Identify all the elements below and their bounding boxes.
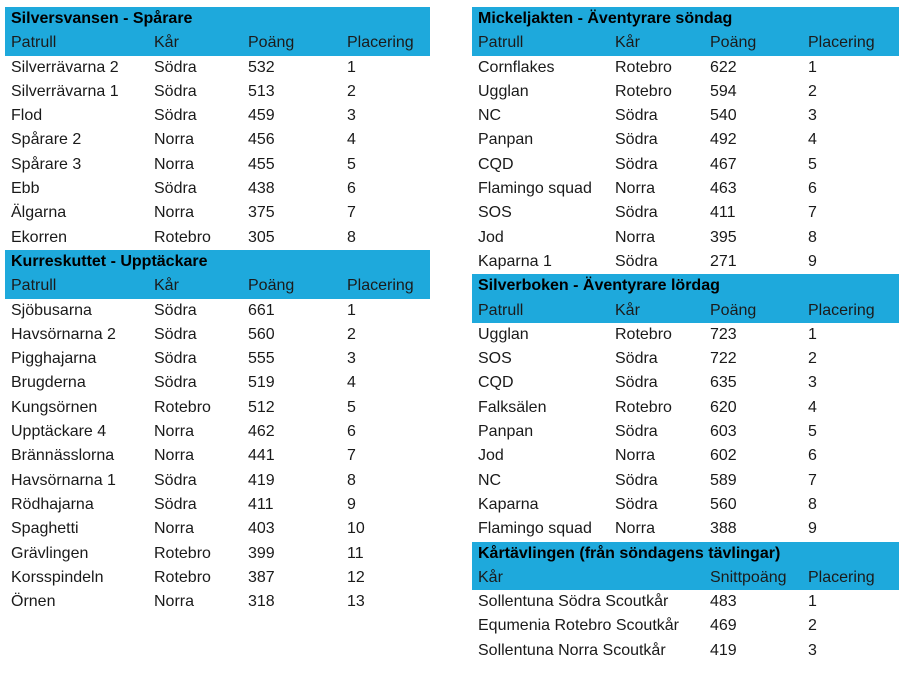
table-row [5, 542, 430, 566]
table-cell: Södra [615, 471, 658, 489]
table-cell: 492 [710, 131, 737, 149]
table-cell: Spårare 2 [11, 131, 82, 149]
table-cell: 483 [710, 593, 737, 611]
table-cell: Norra [154, 423, 195, 441]
table-cell: 7 [347, 204, 356, 222]
column-header: Poäng [710, 34, 757, 52]
table-cell: 455 [248, 155, 275, 173]
table-cell: Södra [615, 155, 658, 173]
table-cell: CQD [478, 374, 514, 392]
table-cell: 512 [248, 398, 275, 416]
table-cell: Spårare 3 [11, 155, 82, 173]
table-mickeljakten [472, 7, 899, 274]
table-cell: 603 [710, 423, 737, 441]
table-cell: 2 [347, 82, 356, 100]
table-row [472, 153, 899, 177]
table-cell: Pigghajarna [11, 350, 97, 368]
table-row [472, 250, 899, 274]
column-header: Kår [154, 34, 179, 52]
table-cell: Havsörnarna 1 [11, 471, 116, 489]
table-row [472, 590, 899, 614]
table-cell: Flamingo squad [478, 520, 592, 538]
table-cell: Södra [154, 58, 197, 76]
table-row [5, 177, 430, 201]
table-header-row [5, 274, 430, 298]
table-kurreskuttet [5, 250, 430, 614]
table-cell: Panpan [478, 423, 534, 441]
table-cell: Ugglan [478, 82, 529, 100]
table-row [472, 444, 899, 468]
table-cell: 5 [347, 398, 356, 416]
column-header: Poäng [710, 301, 757, 319]
table-cell: Ugglan [478, 325, 529, 343]
table-cell: 3 [808, 107, 817, 125]
table-cell: 723 [710, 325, 737, 343]
table-row [472, 201, 899, 225]
table-cell: Södra [154, 374, 197, 392]
table-cell: Rotebro [615, 58, 672, 76]
table-cell: 6 [808, 180, 817, 198]
table-row [472, 639, 899, 663]
table-row [5, 201, 430, 225]
table-cell: Rödhajarna [11, 495, 94, 513]
table-row [5, 56, 430, 80]
table-cell: Södra [154, 301, 197, 319]
table-cell: 4 [347, 374, 356, 392]
table-cell: 532 [248, 58, 275, 76]
table-header-row [472, 299, 899, 323]
table-cell: Ekorren [11, 228, 68, 246]
table-cell: Norra [615, 228, 656, 246]
table-cell: Upptäckare 4 [11, 423, 107, 441]
table-header-row [472, 566, 899, 590]
table-cell: 11 [347, 544, 364, 562]
table-cell: SOS [478, 350, 512, 368]
table-cell: Rotebro [154, 228, 211, 246]
table-cell: 318 [248, 593, 275, 611]
table-cell: Rotebro [154, 398, 211, 416]
table-cell: Grävlingen [11, 544, 89, 562]
table-cell: 438 [248, 180, 275, 198]
table-cell: Rotebro [615, 82, 672, 100]
table-cell: Norra [154, 447, 195, 465]
table-cell: Södra [154, 495, 197, 513]
table-row [5, 153, 430, 177]
table-cell: 9 [347, 495, 356, 513]
table-cell: Rotebro [615, 325, 672, 343]
table-cell: SOS [478, 204, 512, 222]
table-cell: Brännässlorna [11, 447, 115, 465]
table-title: Silversvansen - Spårare [5, 7, 430, 31]
table-cell: 5 [808, 155, 817, 173]
table-cell: Örnen [11, 593, 56, 611]
table-cell: Norra [154, 131, 195, 149]
table-cell: 661 [248, 301, 275, 319]
table-cell: Norra [615, 447, 656, 465]
table-cell: 4 [808, 131, 817, 149]
table-cell: Södra [615, 107, 658, 125]
column-header: Kår [154, 277, 179, 295]
table-cell: Norra [615, 180, 656, 198]
table-cell: Jod [478, 228, 504, 246]
table-cell: Brugderna [11, 374, 86, 392]
table-row [472, 371, 899, 395]
table-cell: Södra [615, 423, 658, 441]
table-cell: 387 [248, 568, 275, 586]
table-cell: Panpan [478, 131, 534, 149]
table-row [5, 444, 430, 468]
table-cell: Kaparna [478, 495, 539, 513]
table-cell: 411 [248, 495, 274, 513]
table-cell: 540 [710, 107, 737, 125]
table-cell: Södra [615, 350, 658, 368]
table-cell: 5 [808, 423, 817, 441]
table-cell: 305 [248, 228, 275, 246]
table-header-row [472, 31, 899, 55]
table-cell: 388 [710, 520, 737, 538]
table-row [472, 128, 899, 152]
table-title: Kårtävlingen (från söndagens tävlingar) [472, 542, 899, 566]
column-header: Poäng [248, 34, 295, 52]
table-cell: 3 [808, 374, 817, 392]
table-row [472, 347, 899, 371]
table-row [472, 177, 899, 201]
table-cell: 441 [248, 447, 275, 465]
column-header: Patrull [478, 34, 524, 52]
table-cell: 419 [710, 641, 737, 659]
table-cell: 9 [808, 252, 817, 270]
table-row [5, 469, 430, 493]
table-row [472, 420, 899, 444]
column-header: Kår [615, 34, 640, 52]
table-cell: 463 [710, 180, 737, 198]
table-cell: Rotebro [615, 398, 672, 416]
table-cell: Södra [154, 325, 197, 343]
table-row [472, 469, 899, 493]
table-title: Mickeljakten - Äventyrare söndag [472, 7, 899, 31]
table-cell: 519 [248, 374, 275, 392]
table-cell: 1 [808, 325, 817, 343]
table-cell: 722 [710, 350, 737, 368]
table-cell: 2 [808, 350, 817, 368]
table-cell: Norra [154, 593, 195, 611]
table-row [472, 614, 899, 638]
column-header: Placering [347, 277, 414, 295]
table-row [5, 104, 430, 128]
table-cell: Havsörnarna 2 [11, 325, 116, 343]
table-cell: 462 [248, 423, 275, 441]
table-cell: NC [478, 107, 502, 125]
table-cell: Korsspindeln [11, 568, 104, 586]
column-header: Patrull [11, 277, 57, 295]
table-cell: 9 [808, 520, 817, 538]
table-cell: 395 [710, 228, 737, 246]
table-title: Silverboken - Äventyrare lördag [472, 274, 899, 298]
table-row [5, 493, 430, 517]
table-cell: Södra [154, 471, 197, 489]
table-cell: 3 [347, 350, 356, 368]
table-cell: 2 [808, 82, 817, 100]
table-kartavlingen [472, 542, 899, 663]
table-cell: 6 [808, 447, 817, 465]
table-cell: 8 [347, 228, 356, 246]
column-header: Placering [808, 568, 875, 586]
table-cell: Kaparna 1 [478, 252, 552, 270]
table-row [5, 80, 430, 104]
table-cell: Södra [154, 107, 197, 125]
table-row [5, 590, 430, 614]
table-cell: Södra [154, 350, 197, 368]
table-cell: 4 [808, 398, 817, 416]
table-row [472, 80, 899, 104]
table-row [5, 566, 430, 590]
column-header: Snittpoäng [710, 568, 787, 586]
column-header: Placering [347, 34, 414, 52]
table-silversvansen [5, 7, 430, 250]
table-header-row [5, 31, 430, 55]
table-cell: 12 [347, 568, 365, 586]
table-cell: 10 [347, 520, 365, 538]
table-cell: Silverrävarna 1 [11, 82, 119, 100]
table-cell: Ebb [11, 180, 40, 198]
table-cell: Södra [615, 131, 658, 149]
table-cell: Sollentuna Södra Scoutkår [478, 593, 669, 611]
left-column [5, 7, 430, 614]
table-cell: Södra [615, 252, 658, 270]
table-cell: 1 [347, 301, 356, 319]
table-row [5, 420, 430, 444]
table-cell: Silverrävarna 2 [11, 58, 119, 76]
table-cell: 8 [808, 495, 817, 513]
table-row [472, 517, 899, 541]
right-column [472, 7, 899, 663]
table-cell: Flamingo squad [478, 180, 592, 198]
table-cell: 469 [710, 617, 737, 635]
table-cell: Jod [478, 447, 504, 465]
table-row [5, 299, 430, 323]
column-header: Placering [808, 301, 875, 319]
table-cell: Equmenia Rotebro Scoutkår [478, 617, 679, 635]
table-cell: 399 [248, 544, 275, 562]
table-cell: 635 [710, 374, 737, 392]
table-row [5, 396, 430, 420]
table-cell: 2 [808, 617, 817, 635]
table-cell: 7 [347, 447, 356, 465]
table-row [5, 347, 430, 371]
table-cell: 589 [710, 471, 737, 489]
table-cell: Älgarna [11, 204, 67, 222]
column-header: Placering [808, 34, 875, 52]
table-cell: 594 [710, 82, 737, 100]
table-row [472, 396, 899, 420]
table-cell: Flod [11, 107, 43, 125]
table-cell: 467 [710, 155, 737, 173]
column-header: Kår [478, 568, 503, 586]
table-row [5, 517, 430, 541]
table-cell: 622 [710, 58, 737, 76]
column-header: Poäng [248, 277, 295, 295]
table-cell: Sollentuna Norra Scoutkår [478, 641, 666, 659]
table-cell: 1 [808, 593, 817, 611]
table-cell: 411 [710, 204, 736, 222]
table-cell: 3 [347, 107, 356, 125]
table-cell: 5 [347, 155, 356, 173]
table-cell: 1 [808, 58, 817, 76]
column-header: Patrull [11, 34, 57, 52]
table-cell: 8 [347, 471, 356, 489]
table-cell: 560 [248, 325, 275, 343]
table-row [472, 104, 899, 128]
table-cell: 419 [248, 471, 275, 489]
table-cell: 560 [710, 495, 737, 513]
table-cell: Rotebro [154, 568, 211, 586]
table-cell: 456 [248, 131, 275, 149]
table-cell: Södra [154, 82, 197, 100]
table-cell: 513 [248, 82, 275, 100]
table-cell: Sjöbusarna [11, 301, 92, 319]
table-cell: Spaghetti [11, 520, 79, 538]
table-cell: 13 [347, 593, 365, 611]
table-row [472, 226, 899, 250]
table-cell: 2 [347, 325, 356, 343]
table-cell: 375 [248, 204, 275, 222]
table-cell: Norra [615, 520, 656, 538]
column-header: Kår [615, 301, 640, 319]
table-row [5, 128, 430, 152]
table-silverboken [472, 274, 899, 541]
table-cell: NC [478, 471, 502, 489]
table-cell: Norra [154, 155, 195, 173]
table-cell: 7 [808, 471, 817, 489]
table-cell: Kungsörnen [11, 398, 98, 416]
table-cell: 6 [347, 423, 356, 441]
table-row [472, 493, 899, 517]
table-cell: CQD [478, 155, 514, 173]
column-header: Patrull [478, 301, 524, 319]
table-cell: Norra [154, 204, 195, 222]
table-cell: Rotebro [154, 544, 211, 562]
table-title: Kurreskuttet - Upptäckare [5, 250, 430, 274]
table-cell: 271 [710, 252, 737, 270]
table-cell: 7 [808, 204, 817, 222]
table-cell: Cornflakes [478, 58, 555, 76]
table-cell: Södra [615, 374, 658, 392]
table-row [5, 226, 430, 250]
table-row [472, 56, 899, 80]
table-cell: 1 [347, 58, 356, 76]
table-cell: Södra [615, 495, 658, 513]
table-cell: 620 [710, 398, 737, 416]
table-cell: 602 [710, 447, 737, 465]
table-cell: Norra [154, 520, 195, 538]
table-cell: Falksälen [478, 398, 547, 416]
table-cell: 4 [347, 131, 356, 149]
table-row [5, 371, 430, 395]
table-cell: 403 [248, 520, 275, 538]
table-cell: Södra [154, 180, 197, 198]
table-cell: 3 [808, 641, 817, 659]
table-cell: Södra [615, 204, 658, 222]
table-cell: 555 [248, 350, 275, 368]
table-row [5, 323, 430, 347]
table-cell: 459 [248, 107, 275, 125]
table-cell: 8 [808, 228, 817, 246]
table-cell: 6 [347, 180, 356, 198]
table-row [472, 323, 899, 347]
